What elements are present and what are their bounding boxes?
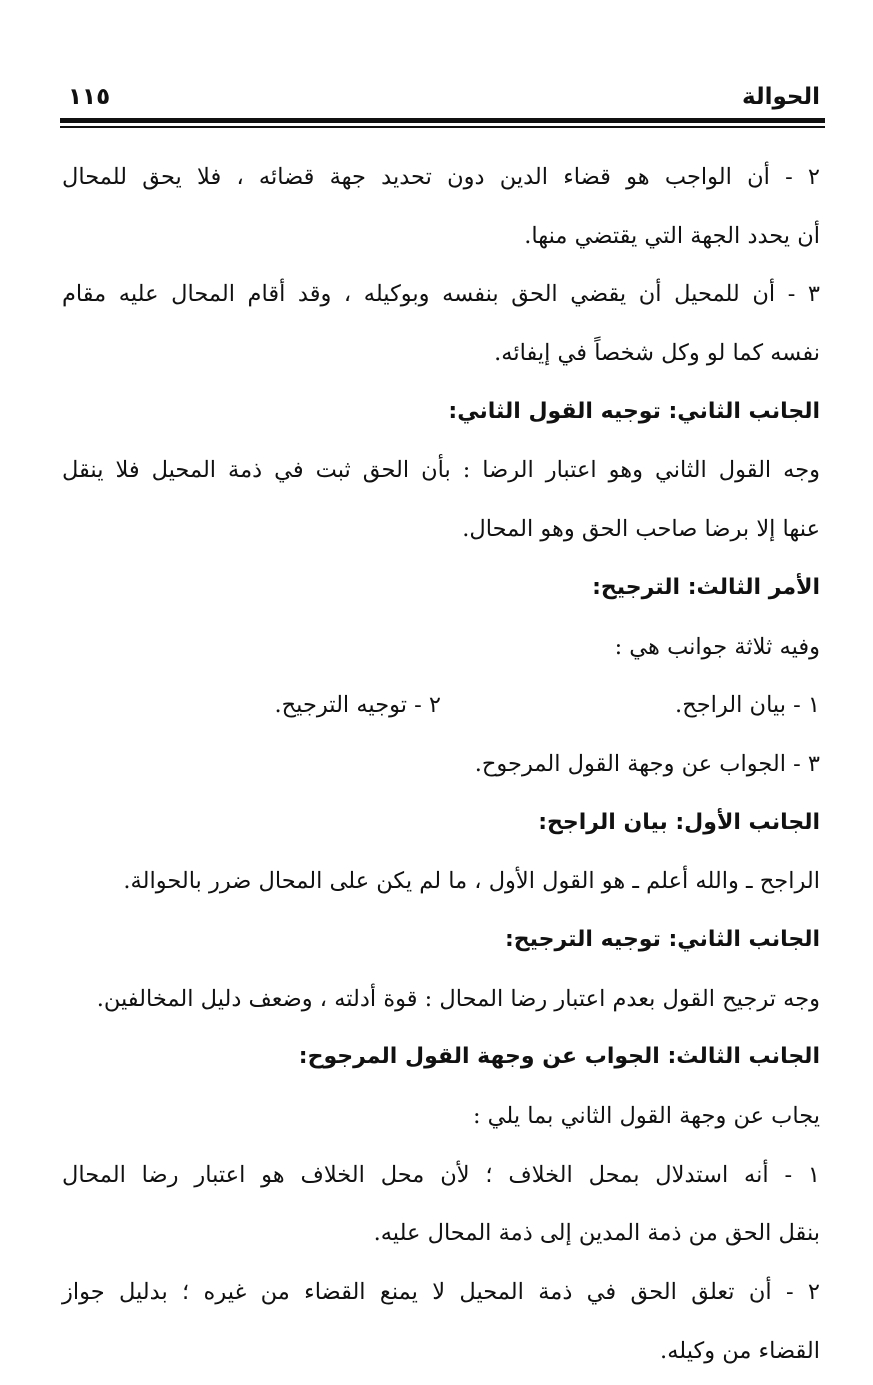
section-heading: الجانب الأول: بيان الراجح: (538, 809, 820, 835)
body-line: القضاء من وكيله. (660, 1337, 820, 1364)
page-number: ١١٥ (68, 84, 111, 110)
header-rule-thick (60, 118, 825, 123)
body-line: عنها إلا برضا صاحب الحق وهو المحال. (462, 516, 820, 543)
section-heading: الجانب الثالث: الجواب عن وجهة القول المرجوح: (298, 1044, 820, 1070)
chapter-title: الحوالة (742, 84, 820, 110)
body-line: بنقل الحق من ذمة المدين إلى ذمة المحال عليه. (373, 1220, 820, 1247)
body-line: أن يحدد الجهة التي يقتضي منها. (524, 222, 820, 249)
body-line: وفيه ثلاثة جوانب هي : (614, 633, 820, 660)
section-heading: الجانب الثاني: توجيه الترجيح: (505, 926, 820, 952)
list-item: ٢ - توجيه الترجيح. (274, 692, 441, 719)
body-line: الراجح ـ والله أعلم ـ هو القول الأول ، ما لم يكن على المحال ضرر بالحوالة. (123, 868, 820, 895)
body-line: ١ - أنه استدلال بمحل الخلاف ؛ لأن محل الخلاف هو اعتبار رضا المحال (62, 1161, 820, 1188)
body-line: وجه ترجيح القول بعدم اعتبار رضا المحال : قوة أدلته ، وضعف دليل المخالفين. (96, 985, 820, 1012)
numbered-list-row (62, 676, 820, 735)
header-rule-thin (60, 126, 825, 128)
list-item: ١ - بيان الراجح. (675, 692, 820, 719)
section-heading: الجانب الثاني: توجيه القول الثاني: (448, 398, 820, 424)
page-body (62, 148, 820, 1380)
list-item: ٣ - الجواب عن وجهة القول المرجوح. (474, 750, 820, 777)
body-line: وجه القول الثاني وهو اعتبار الرضا : بأن الحق ثبت في ذمة المحيل فلا ينقل (62, 457, 820, 484)
section-heading: الأمر الثالث: الترجيح: (592, 574, 820, 600)
running-header (60, 78, 820, 118)
body-line: ٢ - أن الواجب هو قضاء الدين دون تحديد جهة قضائه ، فلا يحق للمحال (62, 164, 820, 190)
body-line: نفسه كما لو وكل شخصاً في إيفائه. (494, 340, 820, 367)
body-line: يجاب عن وجهة القول الثاني بما يلي : (472, 1103, 820, 1129)
body-line: ٣ - أن للمحيل أن يقضي الحق بنفسه وبوكيله ، وقد أقام المحال عليه مقام (62, 281, 820, 308)
body-line: ٢ - أن تعلق الحق في ذمة المحيل لا يمنع القضاء من غيره ؛ بدليل جواز (62, 1279, 820, 1306)
